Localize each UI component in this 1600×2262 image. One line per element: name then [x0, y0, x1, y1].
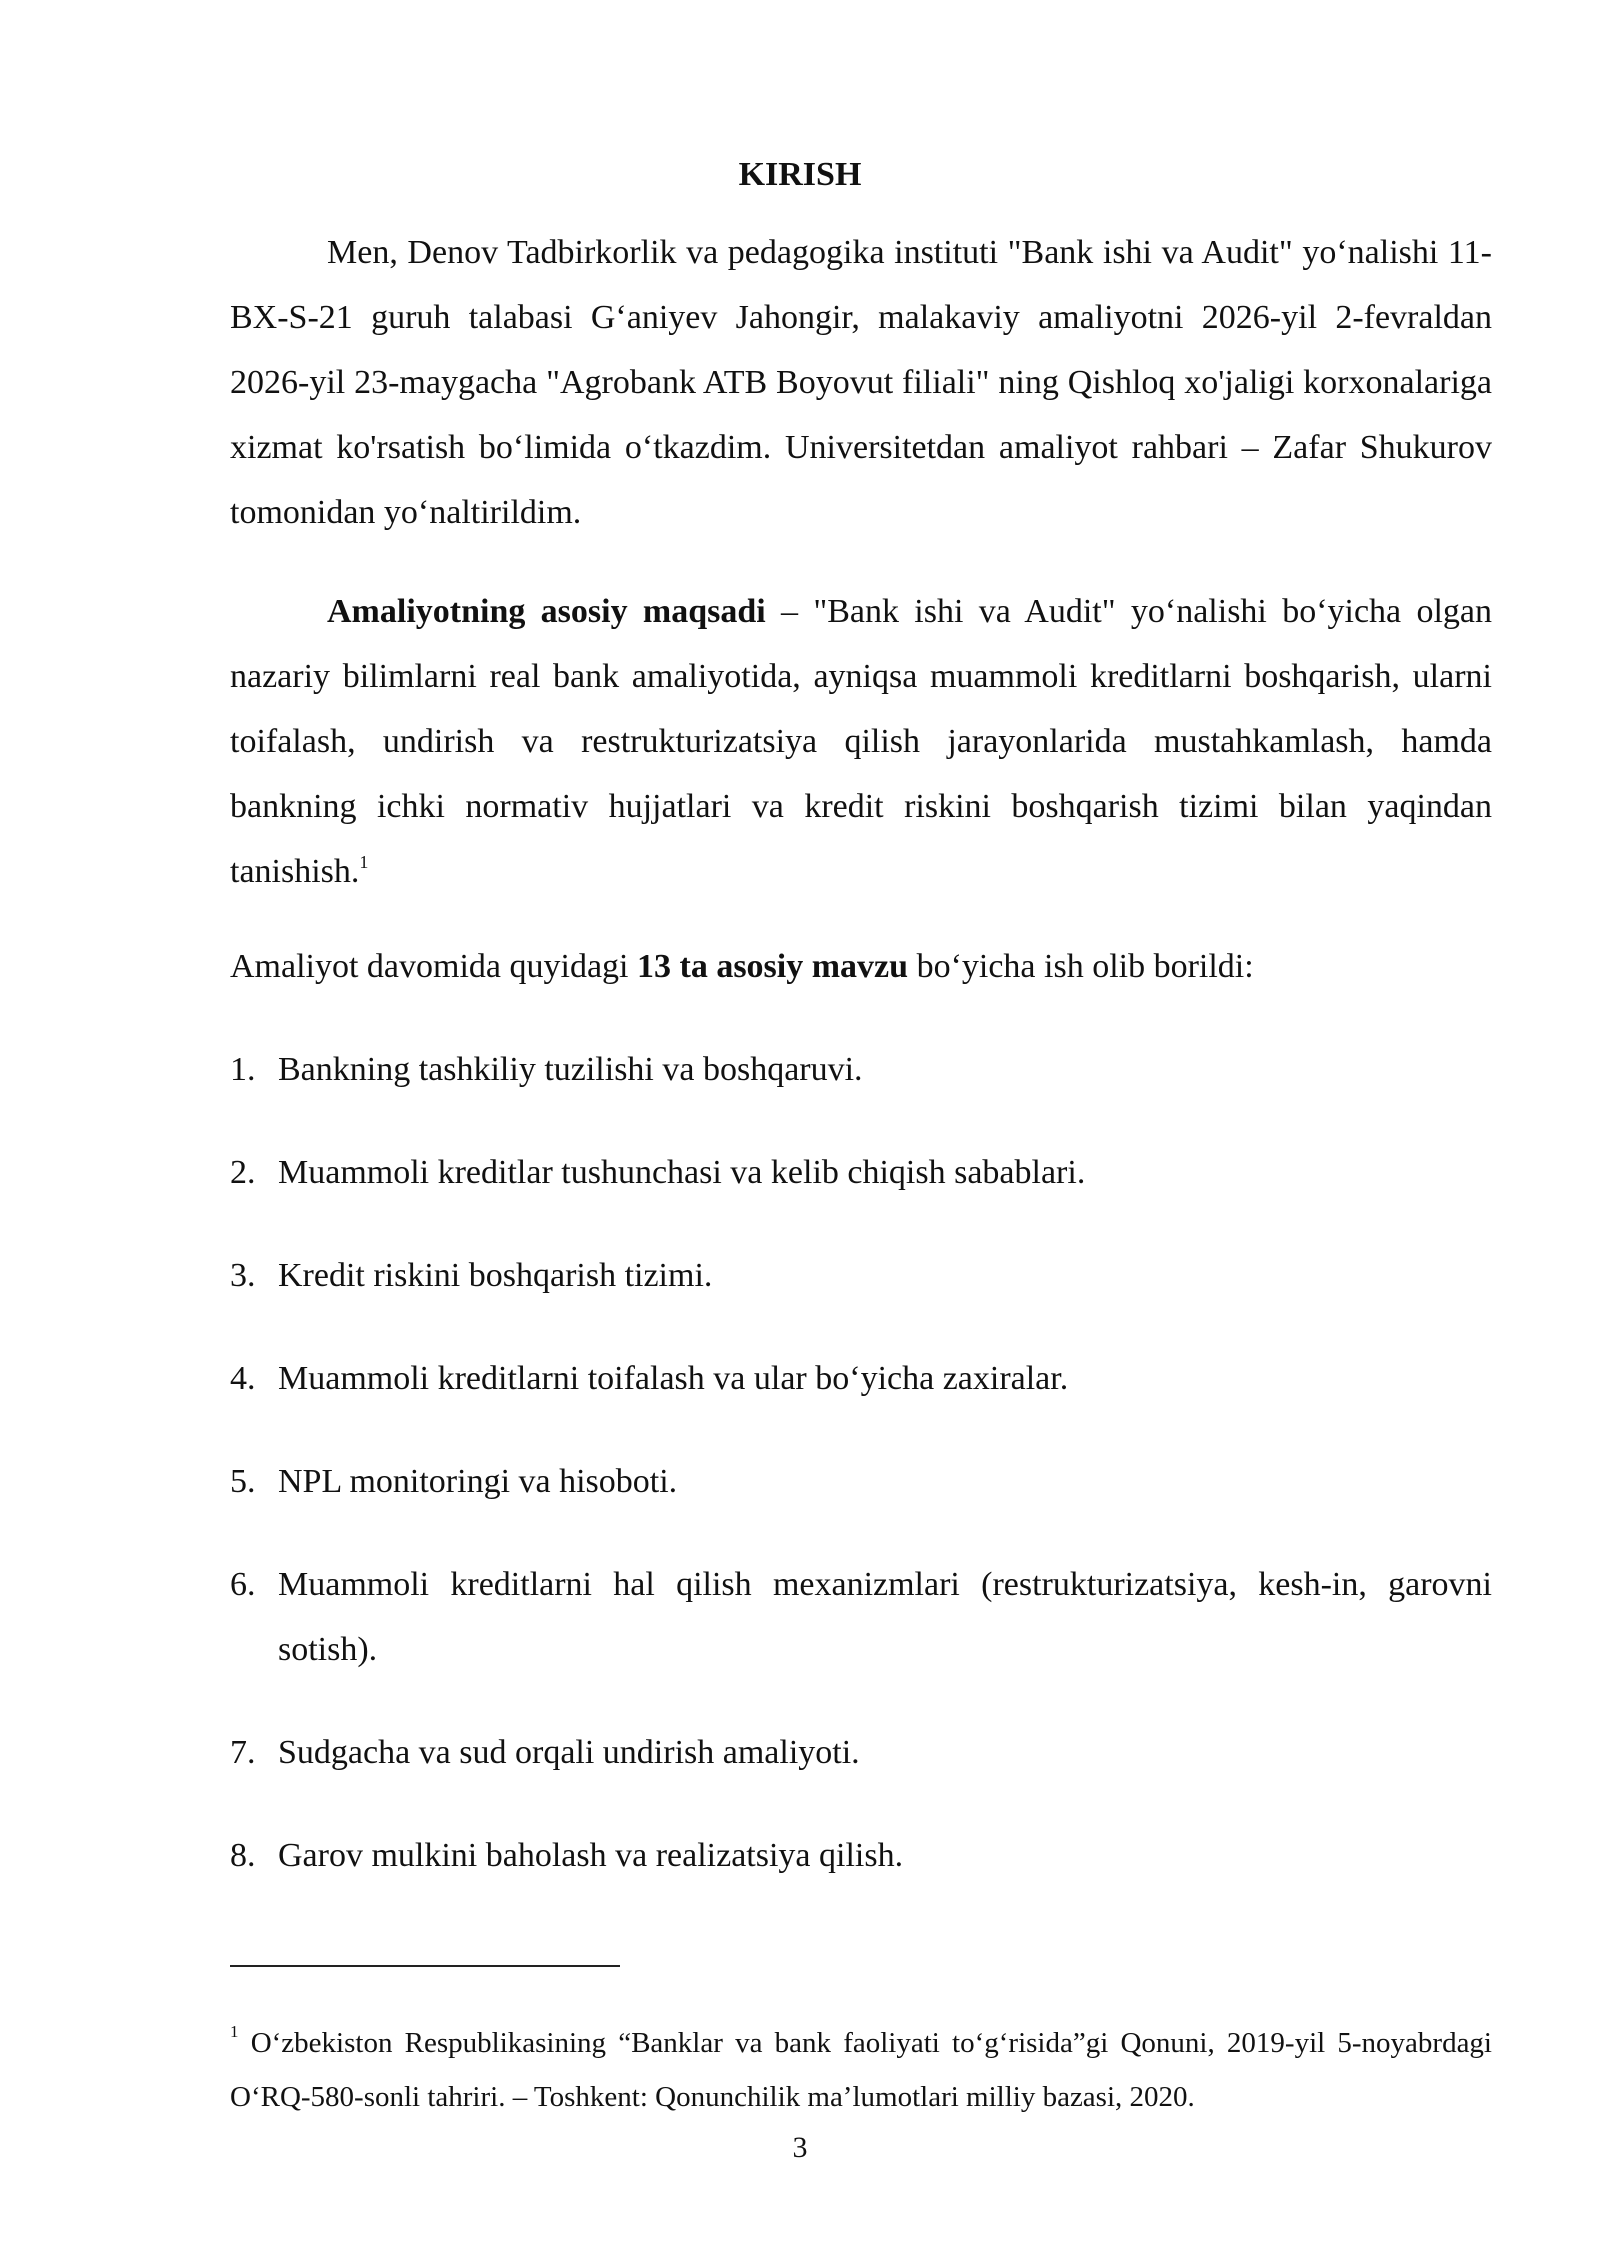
list-item-text: Garov mulkini baholash va realizatsiya qilish.: [278, 1837, 904, 1874]
goal-text: – "Bank ishi va Audit" yo‘nalishi bo‘yicha olgan nazariy bilimlarni real bank amaliyotida, ayniqsa muammoli kreditlarni boshqarish, ularni toifalash, undirish va restrukturizatsiya qilish jarayonlarida mustahkamlash, hamda bankning ichki normativ hujjatlari va kredit riskini boshqarish tizimi bilan yaqindan tanishish.: [230, 593, 1492, 890]
page-number: 3: [792, 2131, 808, 2164]
topics-intro-paragraph: [230, 934, 1492, 999]
list-item: [230, 1720, 1492, 1785]
topics-count: 13 ta asosiy mavzu: [637, 948, 909, 985]
list-item-number: 5.: [230, 1463, 256, 1500]
list-item-text: Kredit riskini boshqarish tizimi.: [278, 1257, 713, 1294]
list-item: [230, 1037, 1492, 1102]
intro-paragraph: Men, Denov Tadbirkorlik va pedagogika instituti "Bank ishi va Audit" yo‘nalishi 11-BX-S-21 guruh talabasi G‘aniyev Jahongir, malakaviy amaliyotni 2026-yil 2-fevraldan 2026-yil 23-maygacha "Agrobank ATB Boyovut filiali" ning Qishloq xo'jaligi korxonalariga xizmat ko'rsatish bo‘limida o‘tkazdim. Universitetdan amaliyot rahbari – Zafar Shukurov tomonidan yo‘naltirildim.: [230, 234, 1492, 531]
list-item: [230, 1243, 1492, 1308]
list-item-number: 8.: [230, 1837, 256, 1874]
list-item-number: 2.: [230, 1154, 256, 1191]
list-item-text: Bankning tashkiliy tuzilishi va boshqaruvi.: [278, 1051, 863, 1088]
list-item-text: NPL monitoringi va hisoboti.: [278, 1463, 678, 1500]
list-item: [230, 1140, 1492, 1205]
list-item-text: Sudgacha va sud orqali undirish amaliyoti.: [278, 1734, 860, 1771]
list-item-number: 1.: [230, 1051, 256, 1088]
list-item-number: 6.: [230, 1566, 256, 1603]
footnote-marker: 1: [230, 2022, 239, 2042]
list-item: [230, 1449, 1492, 1514]
list-item-text: Muammoli kreditlar tushunchasi va kelib chiqish sabablari.: [278, 1154, 1086, 1191]
list-item-number: 4.: [230, 1360, 256, 1397]
list-item: [230, 1346, 1492, 1411]
footnote-text: O‘zbekiston Respublikasining “Banklar va bank faoliyati to‘g‘risida”gi Qonuni, 2019-yil 5-noyabrdagi O‘RQ-580-sonli tahriri. – Toshkent: Qonunchilik ma’lumotlari milliy bazasi, 2020.: [230, 2027, 1492, 2113]
list-item-text: Muammoli kreditlarni hal qilish mexanizmlari (restrukturizatsiya, kesh-in, garovni sotish).: [278, 1566, 1492, 1668]
list-item: [230, 1552, 1492, 1682]
section-title: KIRISH: [738, 156, 862, 193]
list-item-text: Muammoli kreditlarni toifalash va ular bo‘yicha zaxiralar.: [278, 1360, 1069, 1397]
topics-intro-start: Amaliyot davomida quyidagi: [230, 948, 637, 985]
footnote-separator: [230, 1965, 620, 1967]
footnote-reference: 1: [359, 851, 369, 872]
goal-paragraph: [230, 579, 1492, 904]
list-item: [230, 1823, 1492, 1888]
list-item-number: 3.: [230, 1257, 256, 1294]
topics-intro-end: bo‘yicha ish olib borildi:: [908, 948, 1254, 985]
goal-heading: Amaliyotning asosiy maqsadi: [327, 593, 766, 630]
footnote: [230, 2016, 1492, 2124]
topics-list: [230, 1037, 1492, 1926]
list-item-number: 7.: [230, 1734, 256, 1771]
